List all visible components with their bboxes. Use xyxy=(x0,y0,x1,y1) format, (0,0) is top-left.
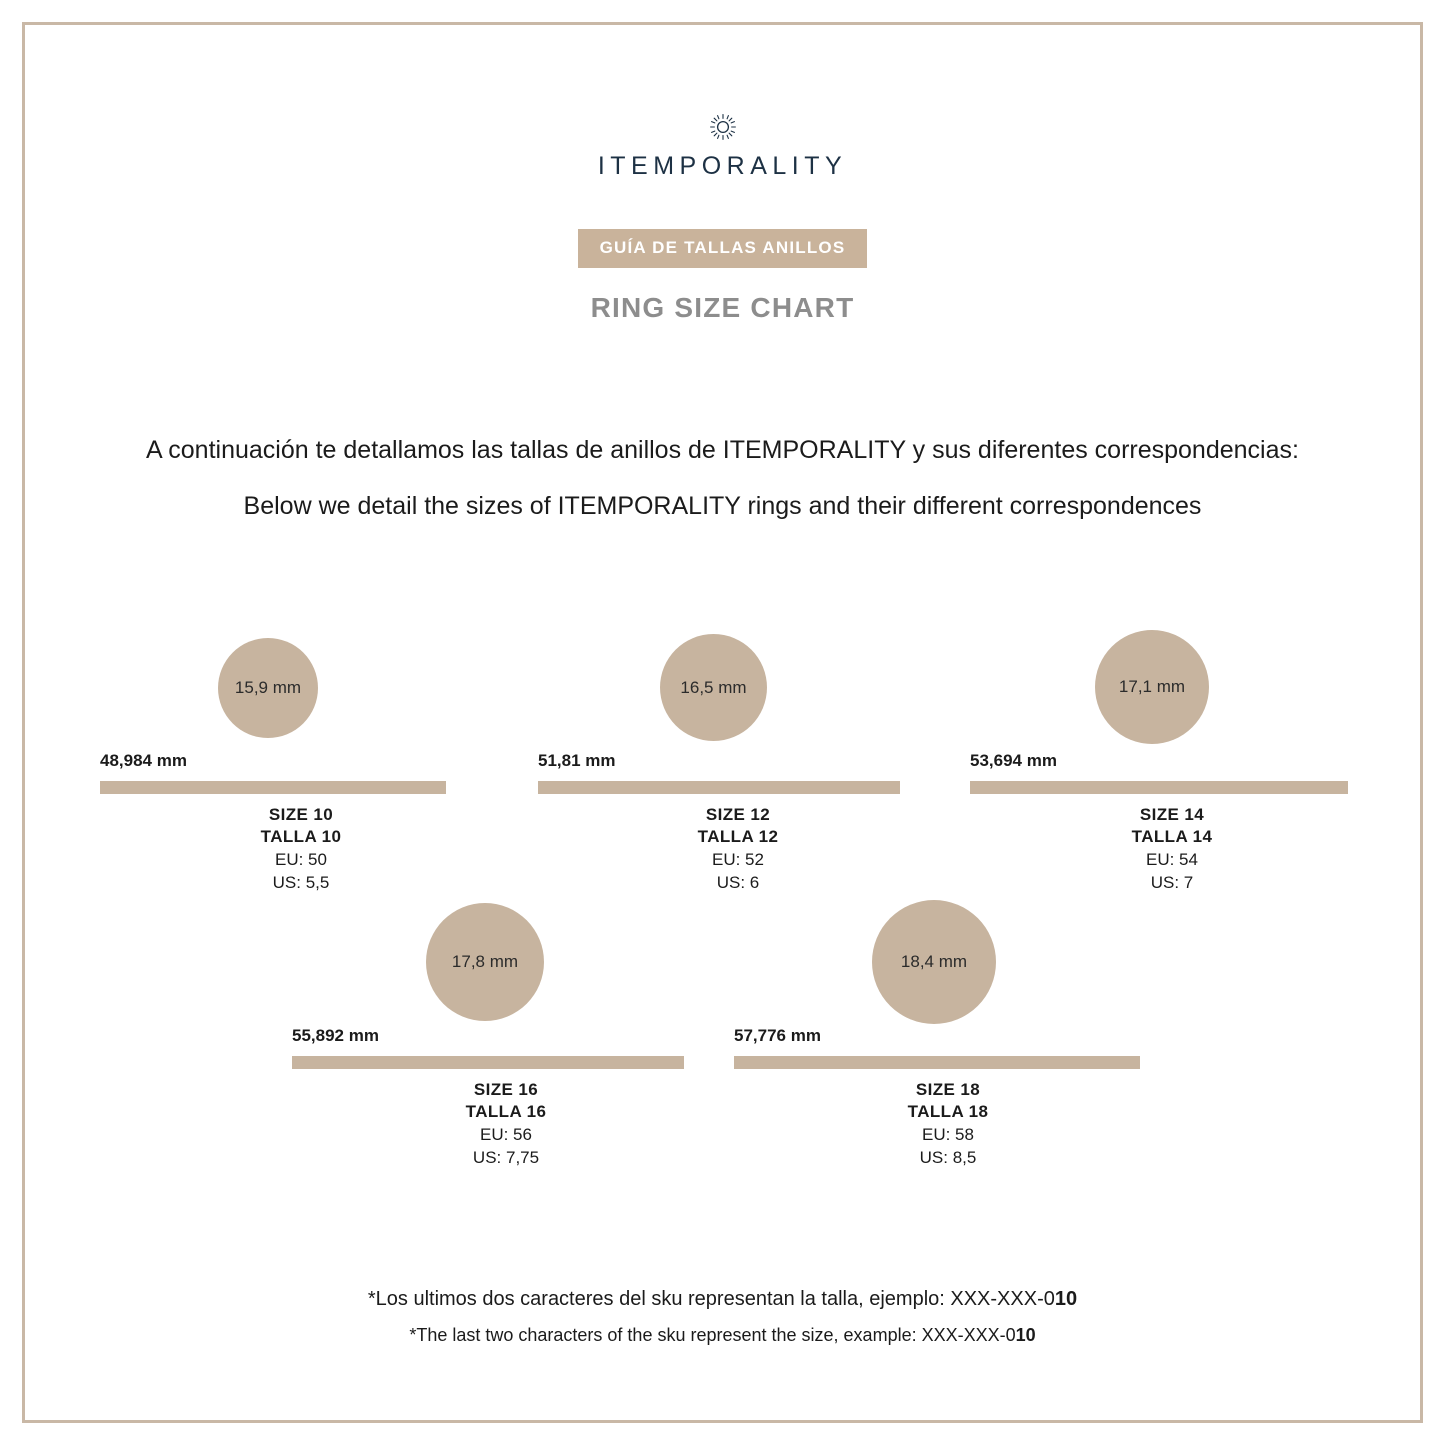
header xyxy=(0,112,1445,324)
size-eu-label: EU: 52 xyxy=(712,850,764,869)
size-us-label: US: 7 xyxy=(1150,873,1194,892)
size-es-label: TALLA 14 xyxy=(1131,827,1213,846)
perimeter-bar xyxy=(970,781,1348,794)
perimeter-bar xyxy=(100,781,446,794)
size-eu-label: EU: 58 xyxy=(922,1125,974,1144)
footnote-english-text: *The last two characters of the sku represent the size, example: XXX-XXX-0 xyxy=(409,1325,1016,1345)
brand-name: ITEMPORALITY xyxy=(597,152,848,180)
size-eu-label: EU: 50 xyxy=(275,850,327,869)
intro-line-spanish: A continuación te detallamos las tallas de anillos de ITEMPORALITY y sus diferentes correspondencias: xyxy=(146,436,1299,464)
size-en-label: SIZE 10 xyxy=(268,805,334,824)
size-en-label: SIZE 18 xyxy=(915,1080,981,1099)
footnote-english xyxy=(0,1325,1445,1346)
diameter-circle xyxy=(426,903,544,1021)
perimeter-label: 51,81 mm xyxy=(538,751,616,770)
size-eu-label: EU: 56 xyxy=(480,1125,532,1144)
size-labels xyxy=(528,805,948,893)
diameter-label: 17,8 mm xyxy=(451,952,519,971)
footnote-spanish xyxy=(0,1288,1445,1311)
perimeter-label: 48,984 mm xyxy=(100,751,187,770)
size-es-label: TALLA 16 xyxy=(465,1102,547,1121)
perimeter-label: 57,776 mm xyxy=(734,1026,821,1045)
sun-burst-circle-icon xyxy=(708,112,738,142)
size-us-label: US: 8,5 xyxy=(919,1148,977,1167)
diameter-label: 16,5 mm xyxy=(680,677,747,697)
size-es-label: TALLA 18 xyxy=(907,1102,989,1121)
perimeter-bar xyxy=(538,781,900,794)
size-eu-label: EU: 54 xyxy=(1146,850,1198,869)
size-us-label: US: 6 xyxy=(716,873,760,892)
size-es-label: TALLA 12 xyxy=(697,827,779,846)
size-us-label: US: 7,75 xyxy=(472,1148,540,1167)
size-labels xyxy=(91,805,511,893)
size-us-label: US: 5,5 xyxy=(272,873,330,892)
footnote-english-bold: 10 xyxy=(1015,1325,1036,1345)
diameter-label: 17,1 mm xyxy=(1118,677,1186,696)
size-en-label: SIZE 16 xyxy=(473,1080,539,1099)
guide-title-badge: GUÍA DE TALLAS ANILLOS xyxy=(578,229,868,268)
badge-container xyxy=(0,229,1445,268)
diameter-circle xyxy=(660,634,767,741)
size-en-label: SIZE 14 xyxy=(1139,805,1205,824)
intro-text xyxy=(0,432,1445,525)
footnotes xyxy=(0,1288,1445,1346)
diameter-label: 18,4 mm xyxy=(900,952,968,971)
intro-line-english: Below we detail the sizes of ITEMPORALITY rings and their different correspondences xyxy=(243,491,1202,520)
perimeter-bar xyxy=(734,1056,1140,1069)
perimeter-bar xyxy=(292,1056,684,1069)
diameter-circle xyxy=(218,638,318,738)
page-subtitle: RING SIZE CHART xyxy=(590,292,855,323)
size-labels xyxy=(296,1080,716,1168)
size-es-label: TALLA 10 xyxy=(260,827,342,846)
size-labels xyxy=(738,1080,1158,1168)
diameter-circle xyxy=(872,900,996,1024)
size-en-label: SIZE 12 xyxy=(705,805,771,824)
diameter-circle xyxy=(1095,630,1209,744)
footnote-spanish-text: *Los ultimos dos caracteres del sku representan la talla, ejemplo: XXX-XXX-0 xyxy=(367,1288,1055,1310)
perimeter-label: 55,892 mm xyxy=(292,1026,379,1045)
size-labels xyxy=(962,805,1382,893)
diameter-label: 15,9 mm xyxy=(234,678,302,697)
perimeter-label: 53,694 mm xyxy=(970,751,1057,770)
footnote-spanish-bold: 10 xyxy=(1054,1288,1078,1310)
